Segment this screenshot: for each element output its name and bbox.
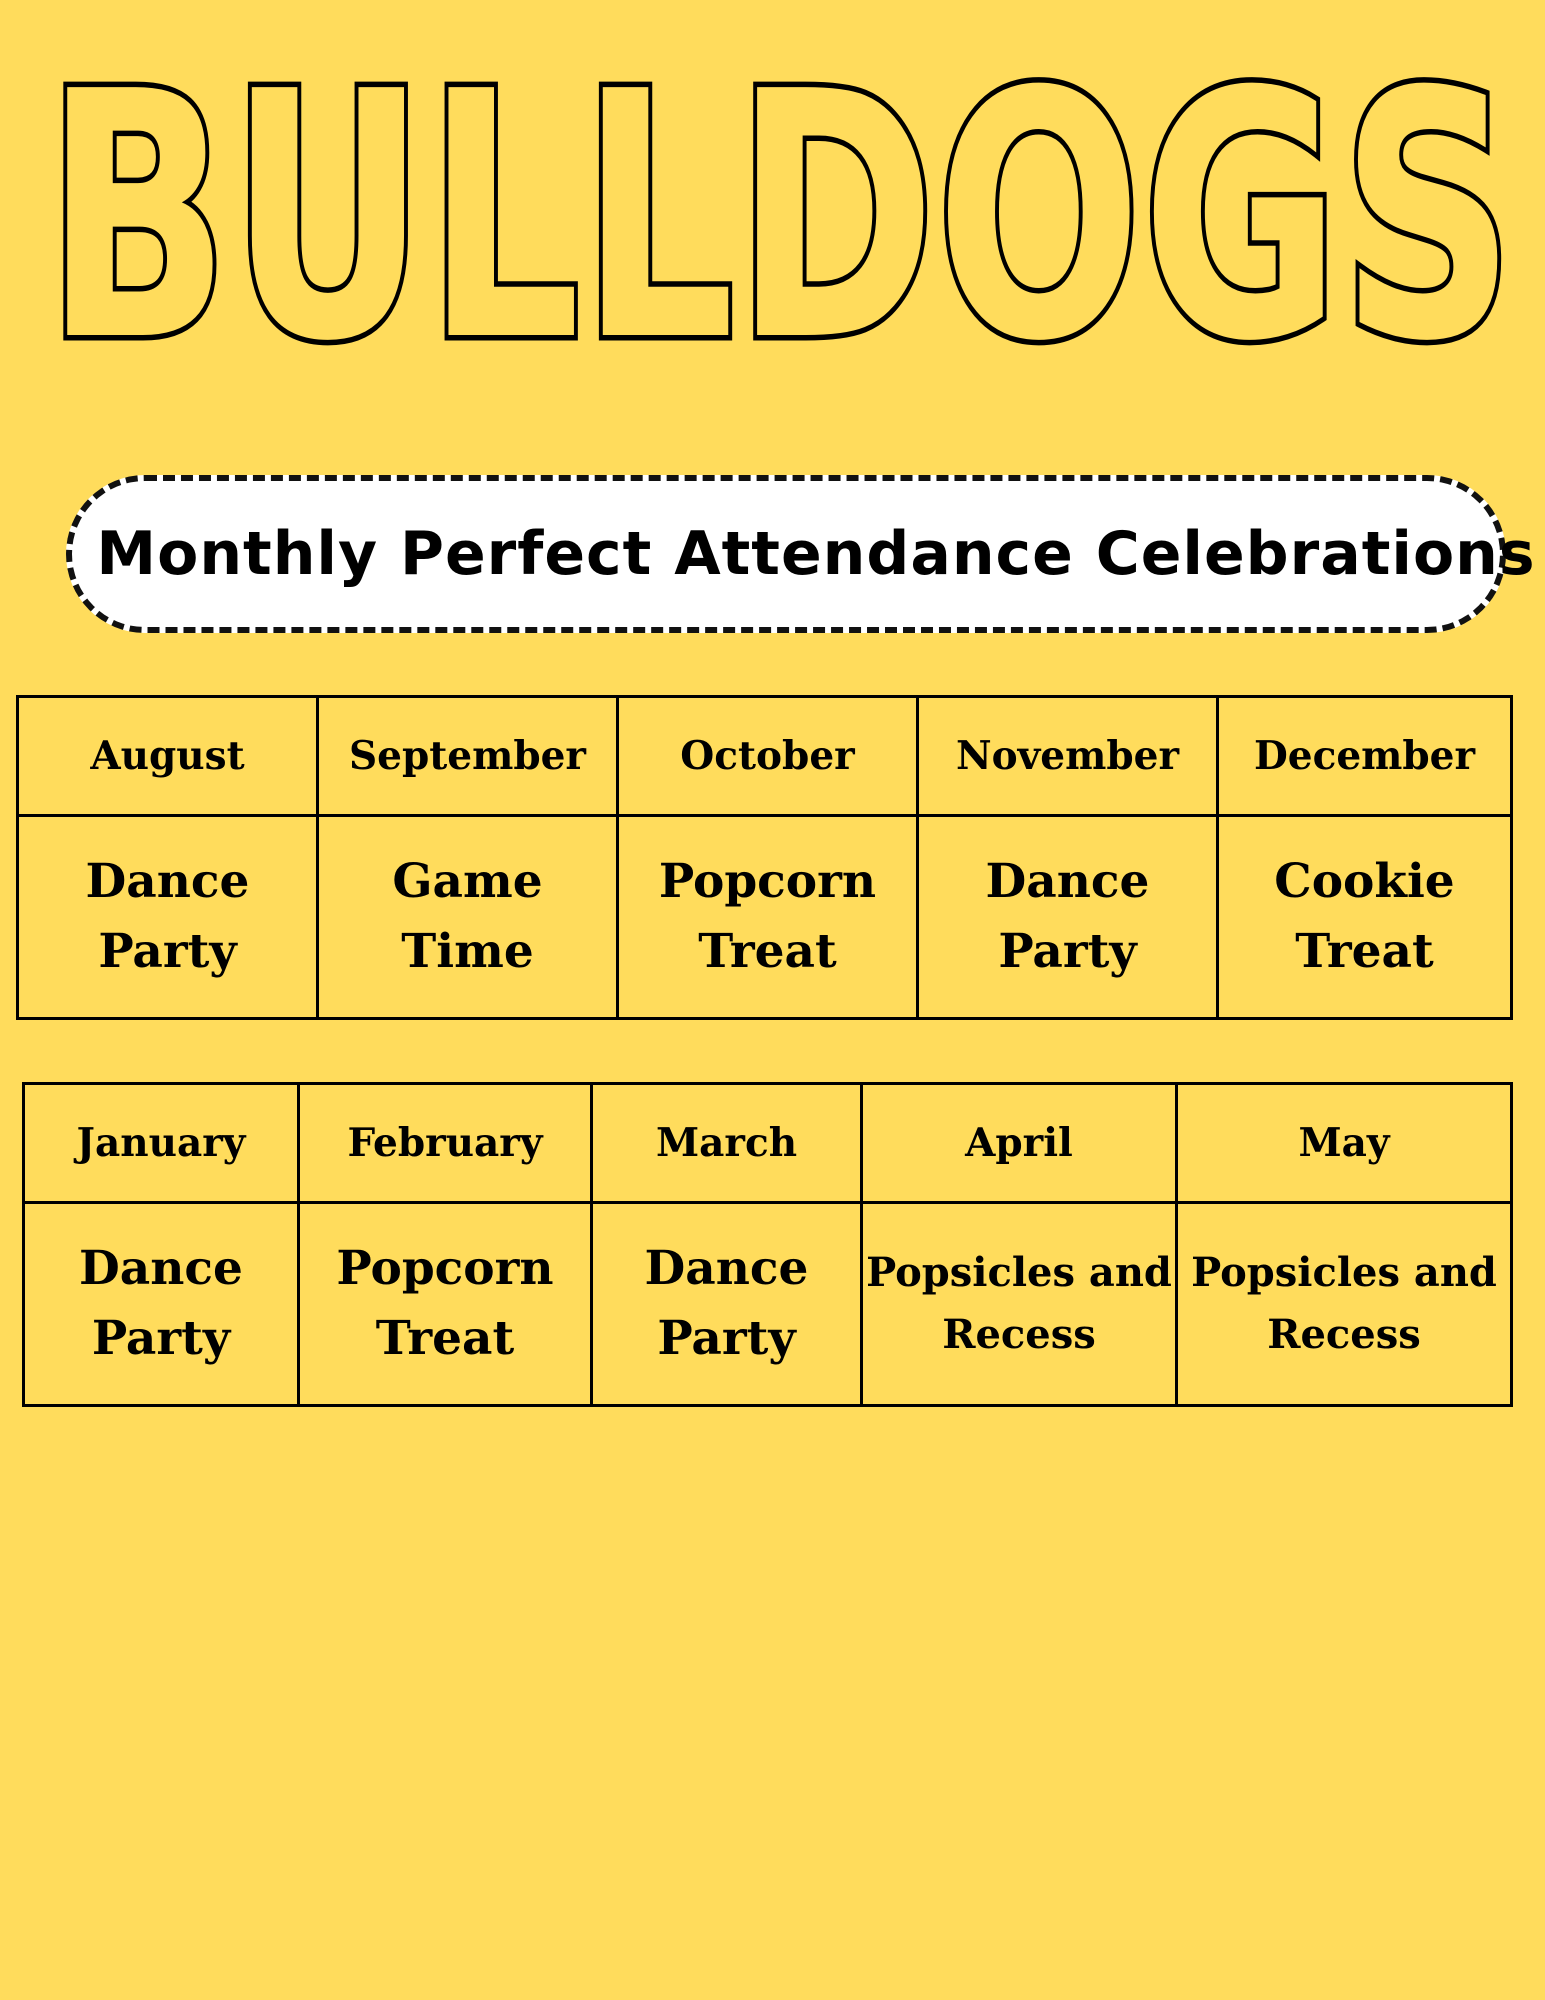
month-september: September — [318, 697, 618, 816]
event-row — [18, 816, 1512, 1019]
month-row — [18, 697, 1512, 816]
fall-celebrations-table — [16, 695, 1513, 1020]
event-january: Dance Party — [24, 1203, 299, 1406]
event-february: Popcorn Treat — [299, 1203, 592, 1406]
page-title — [30, 30, 1530, 370]
title-text: BULLDOGS — [45, 30, 1515, 370]
month-march: March — [592, 1084, 862, 1203]
title-svg — [30, 30, 1530, 370]
month-august: August — [18, 697, 318, 816]
subtitle-text: Monthly Perfect Attendance Celebrations — [96, 519, 1536, 589]
month-row — [24, 1084, 1512, 1203]
event-row — [24, 1203, 1512, 1406]
month-november: November — [918, 697, 1218, 816]
event-may: Popsicles and Recess — [1177, 1203, 1512, 1406]
event-april: Popsicles and Recess — [862, 1203, 1177, 1406]
event-august: Dance Party — [18, 816, 318, 1019]
month-october: October — [618, 697, 918, 816]
event-november: Dance Party — [918, 816, 1218, 1019]
month-january: January — [24, 1084, 299, 1203]
spring-celebrations-table — [22, 1082, 1513, 1407]
month-december: December — [1218, 697, 1512, 816]
month-april: April — [862, 1084, 1177, 1203]
event-october: Popcorn Treat — [618, 816, 918, 1019]
subtitle-banner — [66, 475, 1536, 633]
event-december: Cookie Treat — [1218, 816, 1512, 1019]
month-may: May — [1177, 1084, 1512, 1203]
event-september: Game Time — [318, 816, 618, 1019]
month-february: February — [299, 1084, 592, 1203]
event-march: Dance Party — [592, 1203, 862, 1406]
